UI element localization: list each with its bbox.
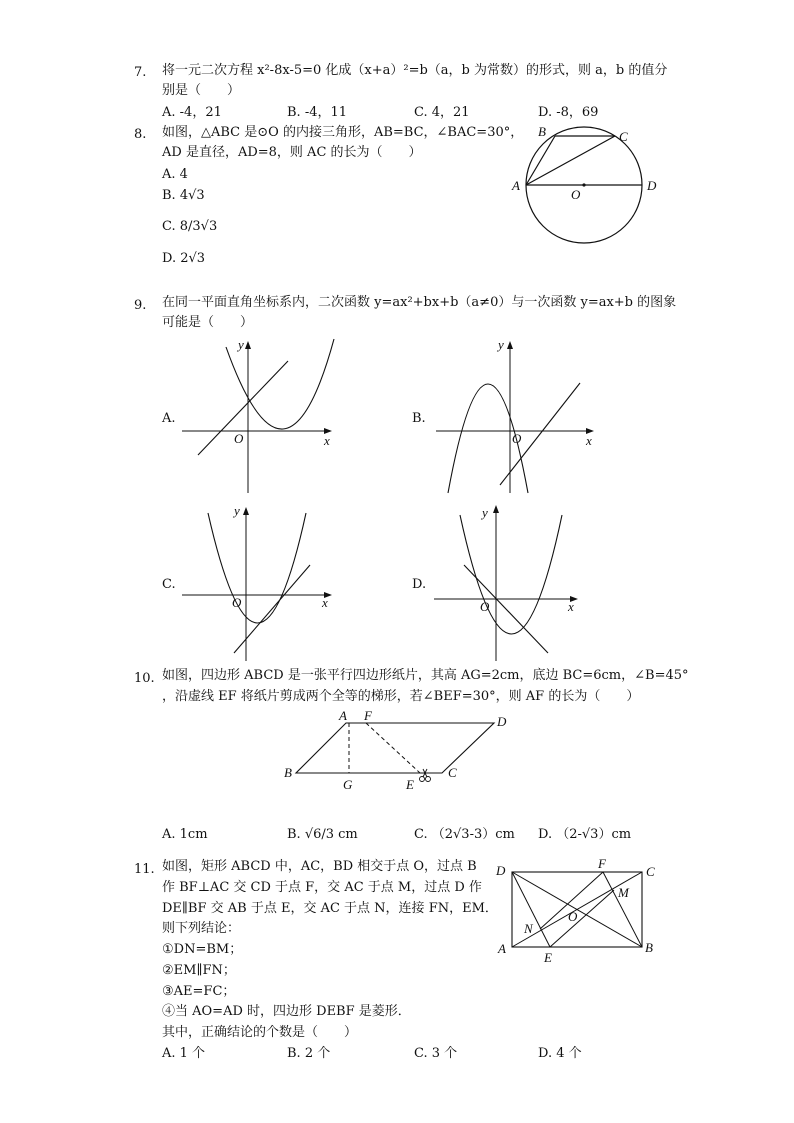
q11-stem-line3: DE∥BF 交 AB 于点 E，交 AC 于点 N，连接 FN，EM．: [162, 901, 498, 916]
svg-text:F: F: [364, 708, 372, 723]
svg-text:O: O: [512, 431, 522, 446]
q11-option-d: D. 4 个: [538, 1046, 582, 1061]
svg-text:O: O: [568, 909, 578, 924]
svg-text:x: x: [324, 433, 330, 448]
q9-option-a: A.: [162, 411, 176, 426]
q9-graph-d: [430, 503, 590, 663]
svg-text:A: A: [498, 941, 506, 956]
q8-option-d: D. 2√3: [162, 251, 206, 266]
q11-conclusion-3: ③AE=FC；: [162, 984, 236, 999]
q8-label-b: B: [538, 124, 546, 139]
q8-stem-line2: AD 是直径，AD=8，则 AC 的长为（ ）: [162, 145, 422, 160]
q9c-parabola: [208, 513, 306, 623]
scissors-icon: [420, 769, 431, 782]
q9a-parabola: [226, 339, 334, 429]
q8-number: 8.: [134, 127, 147, 142]
q11-option-a: A. 1 个: [162, 1046, 206, 1061]
q9-option-c: C.: [162, 577, 176, 592]
q10-option-b: B. √6/3 cm: [287, 827, 358, 842]
q7-option-d: D. -8，69: [538, 105, 599, 120]
svg-text:x: x: [586, 433, 592, 448]
svg-text:B: B: [645, 940, 653, 955]
q9-option-d: D.: [412, 577, 427, 592]
svg-text:x: x: [322, 595, 328, 610]
svg-text:C: C: [646, 864, 655, 879]
svg-text:y: y: [234, 503, 240, 518]
svg-text:G: G: [343, 777, 353, 792]
q8-label-a: A: [512, 178, 520, 193]
q9-graph-c: [178, 503, 338, 663]
q7-option-a: A. -4，21: [162, 105, 222, 120]
q7-option-b: B. -4，11: [287, 105, 348, 120]
q9c-line: [234, 565, 310, 653]
q11-stem-line1: 如图，矩形 ABCD 中，AC，BD 相交于点 O，过点 B: [162, 859, 477, 874]
q10-parallelogram: [296, 723, 494, 773]
q10-option-d: D. （2-√3）cm: [538, 827, 632, 842]
svg-text:O: O: [232, 595, 242, 610]
q9d-line: [464, 565, 548, 653]
q11-stem-line2: 作 BF⊥AC 交 CD 于点 F，交 AC 于点 M，过点 D 作: [162, 880, 482, 895]
q11-number: 11.: [134, 862, 155, 877]
svg-text:y: y: [498, 337, 504, 352]
q8-stem-line1: 如图，△ABC 是⊙O 的内接三角形，AB=BC，∠BAC=30°，: [162, 125, 524, 140]
q8-chord-ac: [526, 136, 615, 185]
svg-text:N: N: [524, 921, 533, 936]
q9-stem-line2: 可能是（ ）: [162, 315, 254, 330]
svg-text:x: x: [568, 599, 574, 614]
q11-rectangle-figure: [490, 855, 665, 970]
q11-stem-line4: 则下列结论：: [162, 921, 241, 936]
q8-label-o: O: [571, 187, 581, 202]
q10-parallelogram-figure: [280, 705, 520, 795]
q10-cut-ef: [366, 723, 420, 773]
q8-label-d: D: [647, 178, 657, 193]
q8-option-b: B. 4√3: [162, 188, 205, 203]
q9-option-b: B.: [412, 411, 426, 426]
q10-stem-line1: 如图，四边形 ABCD 是一张平行四边形纸片，其高 AG=2cm，底边 BC=6cm，∠B=45°: [162, 668, 689, 683]
q8-label-c: C: [619, 129, 628, 144]
q9-graph-a: [178, 335, 338, 495]
q10-number: 10.: [134, 671, 155, 686]
q11-question: 其中，正确结论的个数是（ ）: [162, 1025, 358, 1040]
svg-text:C: C: [448, 765, 457, 780]
q11-option-b: B. 2 个: [287, 1046, 331, 1061]
q7-option-c: C. 4，21: [414, 105, 470, 120]
svg-text:O: O: [234, 431, 244, 446]
q9-stem-line1: 在同一平面直角坐标系内，二次函数 y=ax²+bx+b（a≠0）与一次函数 y=ax+b 的图象: [162, 295, 677, 310]
svg-text:E: E: [406, 777, 414, 792]
svg-text:M: M: [618, 885, 629, 900]
svg-text:O: O: [480, 599, 490, 614]
svg-text:D: D: [496, 863, 506, 878]
q11-conclusion-1: ①DN=BM；: [162, 942, 243, 957]
q8-circle-figure: [505, 118, 670, 253]
svg-text:A: A: [339, 708, 347, 723]
svg-text:y: y: [482, 505, 488, 520]
svg-text:E: E: [544, 950, 552, 965]
q10-stem-line2: ，沿虚线 EF 将纸片剪成两个全等的梯形，若∠BEF=30°，则 AF 的长为（ ）: [162, 689, 640, 704]
svg-text:F: F: [598, 856, 606, 871]
q10-option-c: C. （2√3-3）cm: [414, 827, 515, 842]
svg-text:B: B: [284, 765, 292, 780]
q11-segment-em: [550, 890, 614, 947]
q8-option-a: A. 4: [162, 167, 188, 182]
q11-conclusion-2: ②EM∥FN；: [162, 963, 236, 978]
q11-conclusion-4: ④当 AO=AD 时，四边形 DEBF 是菱形．: [162, 1004, 411, 1019]
q9d-parabola: [460, 515, 562, 634]
q11-option-c: C. 3 个: [414, 1046, 458, 1061]
svg-text:D: D: [497, 714, 507, 729]
q9-graph-b: [430, 335, 600, 495]
q7-number: 7.: [134, 65, 147, 80]
q7-stem-line2: 别是（ ）: [162, 83, 241, 98]
q9-number: 9.: [134, 298, 147, 313]
q8-center-dot: [582, 183, 585, 186]
q7-stem-line1: 将一元二次方程 x²-8x-5=0 化成（x+a）²=b（a，b 为常数）的形式，则 a，b 的值分: [162, 63, 668, 78]
q8-option-c: C. 8/3√3: [162, 219, 218, 234]
svg-text:y: y: [238, 337, 244, 352]
q10-option-a: A. 1cm: [162, 827, 208, 842]
